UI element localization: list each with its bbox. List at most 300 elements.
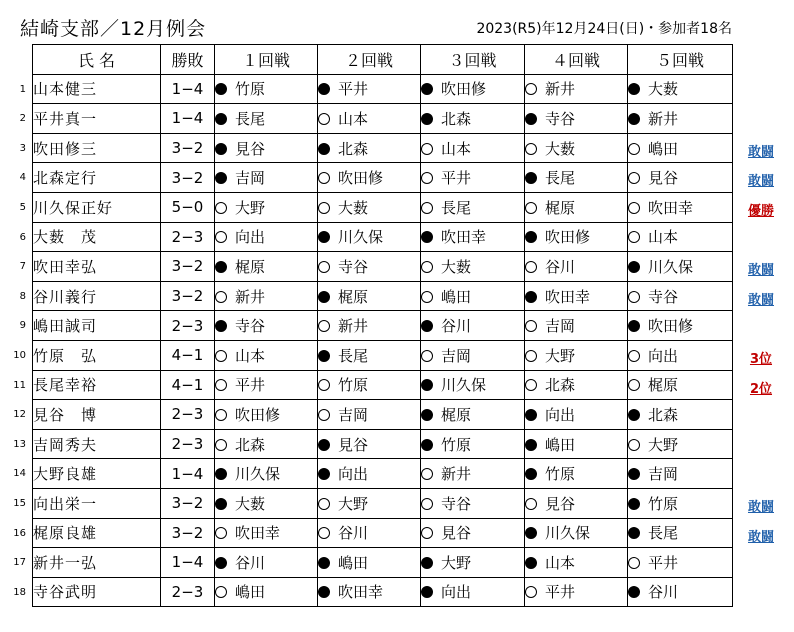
white-circle-icon [628, 557, 640, 569]
round-5-result [628, 133, 733, 163]
table-row [33, 192, 733, 222]
round-4-result [525, 429, 628, 459]
opponent-name: 大野 [338, 494, 369, 513]
win-loss-record: 3−2 [161, 518, 215, 548]
round-3-result [421, 488, 525, 518]
opponent-name: 新井 [338, 317, 369, 336]
player-name: 嶋田誠司 [33, 311, 161, 341]
round-1-result [215, 340, 318, 370]
opponent-name: 竹原 [648, 494, 679, 513]
opponent-name: 梶原 [441, 405, 472, 424]
player-name: 見谷 博 [33, 400, 161, 430]
player-name: 大野良雄 [33, 459, 161, 489]
award-note: 3位 [749, 352, 773, 367]
round-1-result [215, 133, 318, 163]
round-5-result [628, 311, 733, 341]
round-3-result [421, 163, 525, 193]
round-4-result [525, 133, 628, 163]
table-row [33, 400, 733, 430]
table-row [33, 518, 733, 548]
header-round-1: １回戦 [215, 45, 318, 75]
player-name: 寺谷武明 [33, 577, 161, 607]
win-loss-record: 2−3 [161, 222, 215, 252]
white-circle-icon [421, 261, 433, 273]
opponent-name: 吹田修 [235, 405, 281, 424]
round-1-result [215, 518, 318, 548]
round-3-result [421, 459, 525, 489]
round-3-result [421, 281, 525, 311]
round-2-result [318, 577, 421, 607]
round-2-result [318, 74, 421, 104]
opponent-name: 向出 [648, 346, 679, 365]
round-4-result [525, 281, 628, 311]
opponent-name: 新井 [441, 465, 472, 484]
round-2-result [318, 163, 421, 193]
round-5-result [628, 74, 733, 104]
black-circle-icon [421, 113, 433, 125]
black-circle-icon [318, 557, 330, 569]
award-note: 敢闘 [747, 292, 774, 308]
win-loss-record: 3−2 [161, 252, 215, 282]
opponent-name: 竹原 [545, 465, 576, 484]
opponent-name: 大薮 [338, 198, 369, 217]
opponent-name: 谷川 [545, 257, 576, 276]
opponent-name: 長尾 [545, 169, 576, 188]
white-circle-icon [318, 261, 330, 273]
round-1-result [215, 104, 318, 134]
black-circle-icon [215, 83, 227, 95]
award-note: 2位 [749, 381, 773, 397]
opponent-name: 長尾 [648, 524, 679, 543]
win-loss-record: 1−4 [161, 74, 215, 104]
opponent-name: 梶原 [235, 257, 266, 276]
opponent-name: 吹田幸 [441, 228, 487, 247]
opponent-name: 山本 [648, 228, 679, 247]
black-circle-icon [318, 350, 330, 362]
white-circle-icon [628, 379, 640, 391]
round-4-result [525, 222, 628, 252]
opponent-name: 向出 [338, 465, 369, 484]
round-3-result [421, 518, 525, 548]
round-2-result [318, 459, 421, 489]
black-circle-icon [318, 231, 330, 243]
opponent-name: 嶋田 [648, 139, 679, 158]
round-5-result [628, 400, 733, 430]
white-circle-icon [525, 350, 537, 362]
round-2-result [318, 370, 421, 400]
round-5-result [628, 222, 733, 252]
player-name: 吉岡秀夫 [33, 429, 161, 459]
black-circle-icon [318, 291, 330, 303]
round-4-result [525, 252, 628, 282]
round-5-result [628, 163, 733, 193]
black-circle-icon [628, 527, 640, 539]
win-loss-record: 4−1 [161, 370, 215, 400]
round-2-result [318, 252, 421, 282]
opponent-name: 嶋田 [545, 435, 576, 454]
black-circle-icon [318, 468, 330, 480]
white-circle-icon [215, 231, 227, 243]
opponent-name: 北森 [648, 405, 679, 424]
black-circle-icon [525, 113, 537, 125]
round-2-result [318, 518, 421, 548]
white-circle-icon [525, 83, 537, 95]
round-2-result [318, 429, 421, 459]
round-2-result [318, 133, 421, 163]
opponent-name: 平井 [545, 583, 576, 602]
black-circle-icon [215, 557, 227, 569]
opponent-name: 吉岡 [235, 169, 266, 188]
opponent-name: 新井 [235, 287, 266, 306]
round-5-result [628, 518, 733, 548]
opponent-name: 寺谷 [441, 494, 472, 513]
opponent-name: 見谷 [338, 435, 369, 454]
round-3-result [421, 133, 525, 163]
round-3-result [421, 370, 525, 400]
player-name: 吹田修三 [33, 133, 161, 163]
opponent-name: 向出 [545, 405, 576, 424]
white-circle-icon [421, 468, 433, 480]
black-circle-icon [215, 261, 227, 273]
table-row [33, 281, 733, 311]
header-round-2: ２回戦 [318, 45, 421, 75]
white-circle-icon [525, 143, 537, 155]
award-note: 敢闘 [747, 529, 774, 545]
round-1-result [215, 222, 318, 252]
black-circle-icon [525, 172, 537, 184]
black-circle-icon [628, 409, 640, 421]
round-4-result [525, 548, 628, 578]
white-circle-icon [421, 202, 433, 214]
black-circle-icon [421, 409, 433, 421]
opponent-name: 向出 [235, 228, 266, 247]
opponent-name: 長尾 [441, 198, 472, 217]
white-circle-icon [318, 172, 330, 184]
win-loss-record: 5−0 [161, 192, 215, 222]
black-circle-icon [318, 439, 330, 451]
white-circle-icon [318, 409, 330, 421]
white-circle-icon [525, 379, 537, 391]
round-3-result [421, 311, 525, 341]
opponent-name: 平井 [441, 169, 472, 188]
round-3-result [421, 252, 525, 282]
win-loss-record: 1−4 [161, 548, 215, 578]
opponent-name: 梶原 [648, 376, 679, 395]
black-circle-icon [421, 586, 433, 598]
round-4-result [525, 370, 628, 400]
black-circle-icon [318, 83, 330, 95]
round-3-result [421, 192, 525, 222]
win-loss-record: 3−2 [161, 281, 215, 311]
opponent-name: 山本 [235, 346, 266, 365]
round-5-result [628, 281, 733, 311]
white-circle-icon [628, 231, 640, 243]
table-row [33, 548, 733, 578]
white-circle-icon [215, 409, 227, 421]
black-circle-icon [525, 557, 537, 569]
black-circle-icon [215, 498, 227, 510]
black-circle-icon [215, 143, 227, 155]
opponent-name: 谷川 [648, 583, 679, 602]
round-1-result [215, 459, 318, 489]
win-loss-record: 3−2 [161, 163, 215, 193]
opponent-name: 嶋田 [441, 287, 472, 306]
round-3-result [421, 429, 525, 459]
row-number: 13 [13, 438, 26, 450]
round-4-result [525, 74, 628, 104]
player-name: 大薮 茂 [33, 222, 161, 252]
white-circle-icon [215, 379, 227, 391]
opponent-name: 吉岡 [648, 465, 679, 484]
black-circle-icon [628, 113, 640, 125]
row-number: 14 [13, 468, 26, 480]
row-number: 12 [13, 409, 26, 421]
award-note: 敢闘 [747, 263, 774, 279]
opponent-name: 山本 [545, 553, 576, 572]
black-circle-icon [525, 231, 537, 243]
opponent-name: 大薮 [441, 257, 472, 276]
win-loss-record: 2−3 [161, 311, 215, 341]
black-circle-icon [628, 468, 640, 480]
opponent-name: 吹田修 [545, 228, 591, 247]
opponent-name: 寺谷 [545, 109, 576, 128]
white-circle-icon [628, 291, 640, 303]
round-1-result [215, 488, 318, 518]
opponent-name: 新井 [648, 109, 679, 128]
black-circle-icon [421, 439, 433, 451]
row-number: 8 [19, 290, 26, 302]
row-number: 10 [13, 350, 26, 361]
white-circle-icon [215, 291, 227, 303]
round-3-result [421, 400, 525, 430]
opponent-name: 谷川 [235, 553, 266, 572]
win-loss-record: 2−3 [161, 429, 215, 459]
opponent-name: 吉岡 [338, 405, 369, 424]
player-name: 平井真一 [33, 104, 161, 134]
round-1-result [215, 281, 318, 311]
white-circle-icon [628, 350, 640, 362]
table-row [33, 577, 733, 607]
win-loss-record: 2−3 [161, 400, 215, 430]
opponent-name: 山本 [338, 109, 369, 128]
opponent-name: 見谷 [648, 169, 679, 188]
award-note: 優勝 [747, 204, 774, 219]
round-1-result [215, 429, 318, 459]
black-circle-icon [421, 320, 433, 332]
round-2-result [318, 104, 421, 134]
opponent-name: 向出 [441, 583, 472, 602]
black-circle-icon [525, 527, 537, 539]
opponent-name: 川久保 [441, 376, 487, 395]
black-circle-icon [525, 439, 537, 451]
round-3-result [421, 74, 525, 104]
white-circle-icon [628, 143, 640, 155]
table-row [33, 104, 733, 134]
opponent-name: 竹原 [441, 435, 472, 454]
opponent-name: 川久保 [338, 228, 384, 247]
opponent-name: 北森 [545, 376, 576, 395]
black-circle-icon [215, 320, 227, 332]
player-name: 北森定行 [33, 163, 161, 193]
results-table [32, 44, 733, 607]
round-1-result [215, 192, 318, 222]
round-2-result [318, 488, 421, 518]
white-circle-icon [318, 498, 330, 510]
win-loss-record: 4−1 [161, 340, 215, 370]
opponent-name: 吹田修 [648, 317, 694, 336]
row-number: 3 [19, 142, 26, 154]
white-circle-icon [421, 291, 433, 303]
table-row [33, 133, 733, 163]
round-4-result [525, 340, 628, 370]
opponent-name: 北森 [338, 139, 369, 158]
white-circle-icon [525, 586, 537, 598]
win-loss-record: 1−4 [161, 459, 215, 489]
opponent-name: 平井 [648, 553, 679, 572]
round-3-result [421, 548, 525, 578]
event-info: 2023(R5)年12月24日(日)・参加者18名 [476, 21, 732, 37]
round-4-result [525, 459, 628, 489]
player-name: 梶原良雄 [33, 518, 161, 548]
opponent-name: 見谷 [441, 524, 472, 543]
round-2-result [318, 400, 421, 430]
round-3-result [421, 222, 525, 252]
player-name: 山本健三 [33, 74, 161, 104]
opponent-name: 梶原 [338, 287, 369, 306]
white-circle-icon [318, 527, 330, 539]
white-circle-icon [628, 202, 640, 214]
player-name: 吹田幸弘 [33, 252, 161, 282]
award-note: 敢闘 [747, 500, 774, 515]
white-circle-icon [215, 439, 227, 451]
white-circle-icon [525, 202, 537, 214]
white-circle-icon [421, 172, 433, 184]
round-1-result [215, 577, 318, 607]
opponent-name: 平井 [235, 376, 266, 395]
black-circle-icon [421, 557, 433, 569]
award-note: 敢闘 [747, 144, 774, 160]
white-circle-icon [318, 202, 330, 214]
player-name: 川久保正好 [33, 192, 161, 222]
round-5-result [628, 577, 733, 607]
row-number: 2 [19, 113, 26, 125]
player-name: 谷川義行 [33, 281, 161, 311]
round-5-result [628, 370, 733, 400]
opponent-name: 北森 [235, 435, 266, 454]
white-circle-icon [525, 498, 537, 510]
round-4-result [525, 400, 628, 430]
round-2-result [318, 192, 421, 222]
round-5-result [628, 104, 733, 134]
black-circle-icon [628, 320, 640, 332]
opponent-name: 川久保 [545, 524, 591, 543]
round-3-result [421, 340, 525, 370]
header-round-5: ５回戦 [628, 45, 733, 75]
opponent-name: 谷川 [441, 317, 472, 336]
table-row [33, 222, 733, 252]
opponent-name: 北森 [441, 109, 472, 128]
header-round-4: ４回戦 [525, 45, 628, 75]
opponent-name: 大野 [441, 553, 472, 572]
opponent-name: 竹原 [338, 376, 369, 395]
black-circle-icon [628, 586, 640, 598]
award-note: 敢闘 [747, 174, 774, 190]
table-row [33, 429, 733, 459]
round-2-result [318, 281, 421, 311]
round-1-result [215, 252, 318, 282]
white-circle-icon [318, 113, 330, 125]
round-4-result [525, 311, 628, 341]
opponent-name: 寺谷 [338, 257, 369, 276]
opponent-name: 大野 [648, 435, 679, 454]
black-circle-icon [628, 83, 640, 95]
opponent-name: 見谷 [545, 494, 576, 513]
round-5-result [628, 548, 733, 578]
row-number: 9 [19, 320, 26, 332]
player-name: 向出栄一 [33, 488, 161, 518]
round-5-result [628, 429, 733, 459]
white-circle-icon [215, 350, 227, 362]
opponent-name: 長尾 [235, 109, 266, 128]
win-loss-record: 3−2 [161, 488, 215, 518]
round-5-result [628, 340, 733, 370]
table-row [33, 340, 733, 370]
win-loss-record: 2−3 [161, 577, 215, 607]
row-number: 15 [13, 498, 26, 509]
opponent-name: 吹田幸 [648, 198, 694, 217]
black-circle-icon [525, 409, 537, 421]
table-row [33, 370, 733, 400]
round-3-result [421, 104, 525, 134]
opponent-name: 吉岡 [545, 317, 576, 336]
opponent-name: 竹原 [235, 80, 266, 99]
white-circle-icon [525, 320, 537, 332]
black-circle-icon [215, 113, 227, 125]
opponent-name: 谷川 [338, 524, 369, 543]
round-2-result [318, 311, 421, 341]
opponent-name: 新井 [545, 80, 576, 99]
opponent-name: 川久保 [648, 257, 694, 276]
opponent-name: 大野 [235, 198, 266, 217]
player-name: 新井一弘 [33, 548, 161, 578]
header-score: 勝敗 [161, 45, 215, 75]
black-circle-icon [215, 468, 227, 480]
win-loss-record: 3−2 [161, 133, 215, 163]
white-circle-icon [628, 439, 640, 451]
page-title: 結崎支部／12月例会 [20, 18, 207, 40]
opponent-name: 嶋田 [338, 553, 369, 572]
black-circle-icon [628, 261, 640, 273]
opponent-name: 寺谷 [648, 287, 679, 306]
black-circle-icon [318, 586, 330, 598]
round-1-result [215, 163, 318, 193]
header-round-3: ３回戦 [421, 45, 525, 75]
round-4-result [525, 488, 628, 518]
opponent-name: 山本 [441, 139, 472, 158]
white-circle-icon [525, 261, 537, 273]
white-circle-icon [421, 527, 433, 539]
table-row [33, 163, 733, 193]
opponent-name: 平井 [338, 80, 369, 99]
round-5-result [628, 488, 733, 518]
row-number: 16 [13, 527, 26, 539]
black-circle-icon [421, 83, 433, 95]
black-circle-icon [525, 468, 537, 480]
opponent-name: 梶原 [545, 198, 576, 217]
opponent-name: 見谷 [235, 139, 266, 158]
round-5-result [628, 252, 733, 282]
white-circle-icon [421, 143, 433, 155]
